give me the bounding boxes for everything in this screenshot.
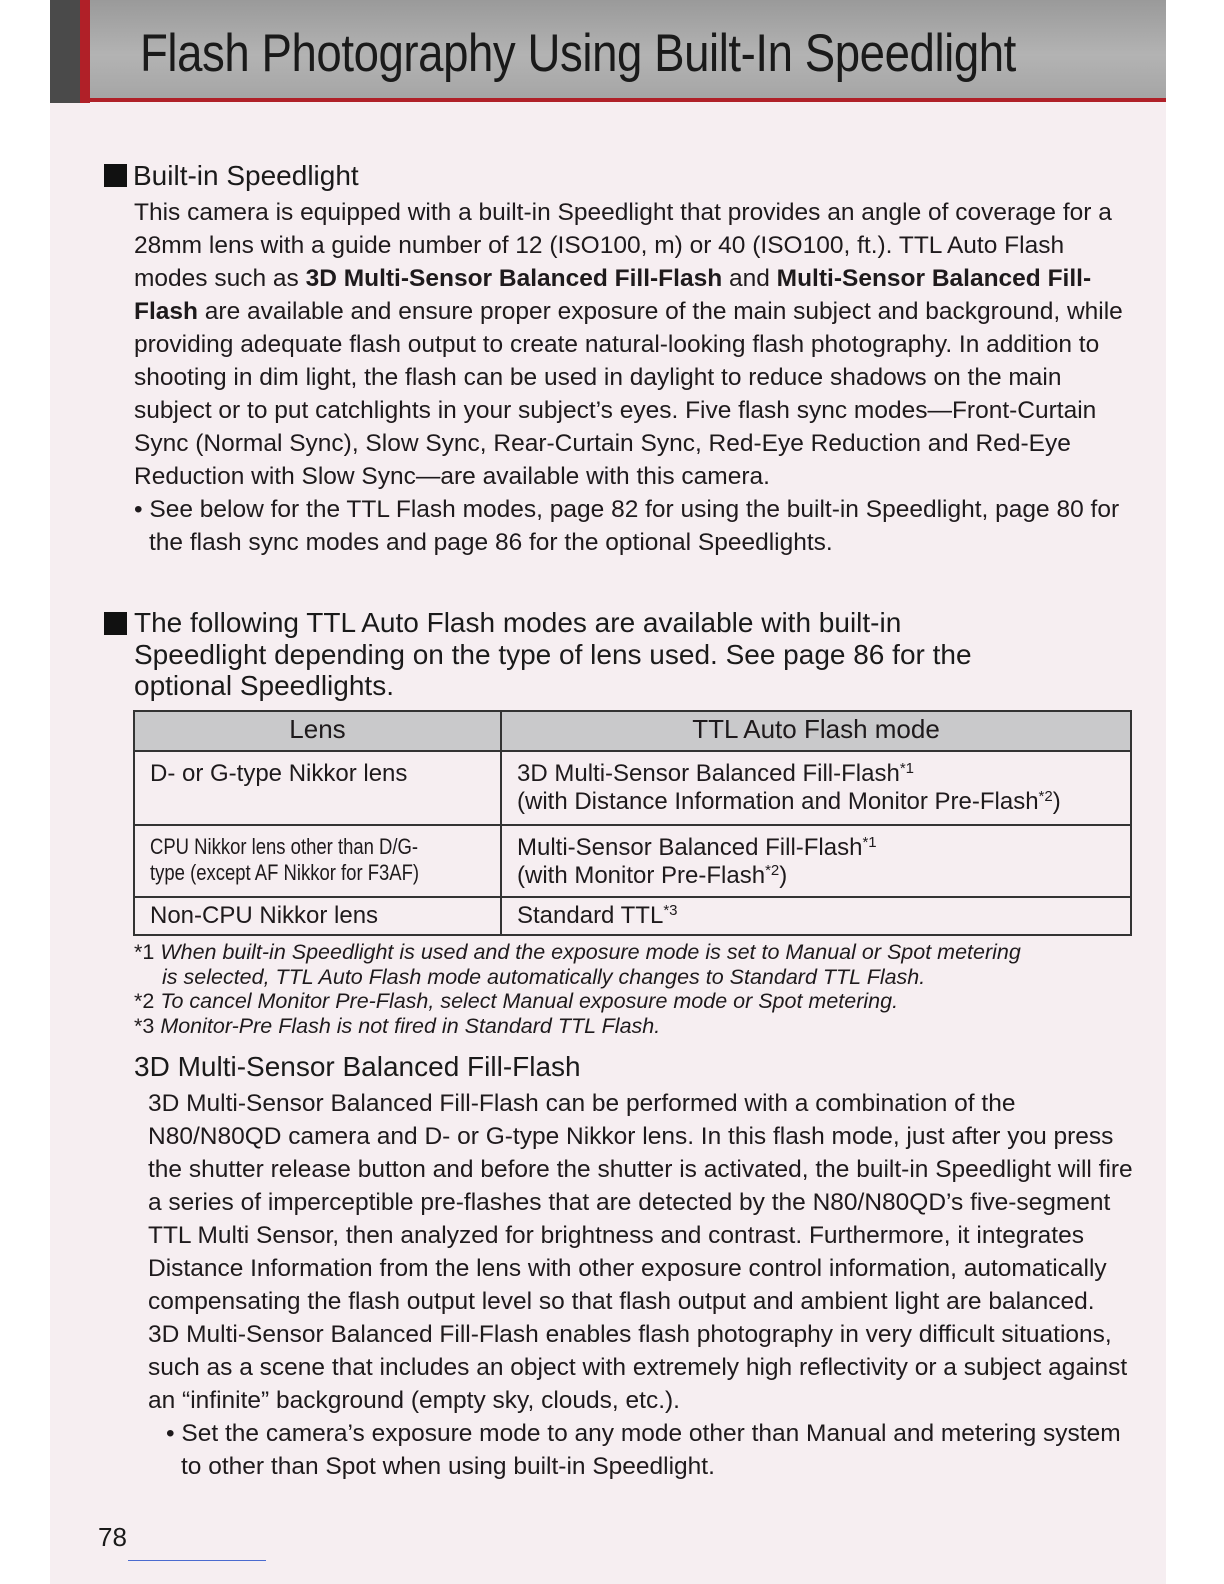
- link-underline-decoration: [128, 1560, 266, 1561]
- bold-term-3d: 3D Multi-Sensor Balanced Fill-Flash: [305, 265, 723, 292]
- table-row: [134, 825, 1131, 897]
- header-accent-red: [80, 0, 90, 103]
- bullet-text: See below for the TTL Flash modes, page 82 for using the built-in Speedlight, page 80 for the flash sync modes and page 86 for the optional Speedlights.: [149, 496, 1120, 556]
- mode-text: ): [1052, 788, 1061, 815]
- square-bullet-icon: [104, 612, 127, 635]
- footnote: [134, 989, 1021, 1014]
- section1-body: [134, 196, 1134, 559]
- footnote-ref: *2: [765, 862, 780, 879]
- section3-body: [148, 1087, 1138, 1483]
- section-heading-text: Built-in Speedlight: [133, 160, 359, 191]
- lens-line: type (except AF Nikkor for F3AF): [150, 860, 420, 885]
- mode-text: Multi-Sensor Balanced Fill-Flash: [517, 834, 863, 861]
- section3-paragraph: 3D Multi-Sensor Balanced Fill-Flash enables flash photography in very difficult situations, such as a scene that includes an object with extremely high reflectivity or a subject against an “infinite” background (empty sky, clouds, etc.).: [148, 1321, 1128, 1414]
- heading-line: optional Speedlights.: [134, 670, 394, 701]
- footnote: [134, 940, 1021, 965]
- text-run: are available and ensure proper exposure of the main subject and background, while providing adequate flash output to create natural-looking flash photography. In addition to shooting in dim light, the flash can be used in daylight to reduce shadows on the main subject or to put catchlights in your subject’s eyes. Five flash sync modes—Front-Curtain Sync (Normal Sync), Slow Sync, Rear-Curtain Sync, Red-Eye Reduction and Red-Eye Reduction with Slow Sync—are available with this camera.: [134, 298, 1123, 490]
- footnote-text: is selected, TTL Auto Flash mode automatically changes to Standard TTL Flash.: [162, 964, 926, 989]
- heading-line: The following TTL Auto Flash modes are available with built-in: [134, 607, 902, 638]
- footnote-ref: *3: [663, 902, 678, 919]
- text-run: This camera is equipped with a built-in Speedlight that provides an angle of coverage for a 28mm lens with a guide number of 12 (ISO100, m) or 40 (ISO100, ft.). TTL Auto Flash modes such as: [134, 199, 1112, 292]
- header-rule: [80, 98, 1166, 102]
- text-run: and: [722, 265, 777, 292]
- bold-term-ms: Multi-Sensor Balanced Fill-Flash: [134, 265, 1092, 325]
- footnote-text: To cancel Monitor Pre-Flash, select Manual exposure mode or Spot metering.: [160, 989, 899, 1013]
- lens-text: D- or G-type Nikkor lens: [150, 760, 408, 787]
- footnote-text: Monitor-Pre Flash is not fired in Standard TTL Flash.: [160, 1013, 661, 1038]
- section3-paragraph: 3D Multi-Sensor Balanced Fill-Flash can be performed with a combination of the N80/N80QD camera and D- or G-type Nikkor lens. In this flash mode, just after you press the shutter release button and before the shutter is activated, the built-in Speedlight will fire a series of imperceptible pre-flashes that are detected by the N80/N80QD’s five-segment TTL Multi Sensor, then analyzed for brightness and contrast. Furthermore, it integrates Distance Information from the lens with other exposure control information, automatically compensating the flash output level so that flash output and ambient light are balanced.: [148, 1090, 1133, 1315]
- footnote-ref: *2: [1038, 788, 1053, 805]
- lens-cell: [134, 751, 501, 825]
- footnote-mark: *1: [134, 940, 155, 964]
- lens-text: [150, 834, 419, 886]
- footnote-mark: *2: [134, 989, 155, 1013]
- mode-text: Standard TTL: [517, 902, 664, 929]
- footnote-text: When built-in Speedlight is used and the exposure mode is set to Manual or Spot metering: [160, 940, 1021, 964]
- mode-cell: [501, 751, 1131, 825]
- page-number: 78: [98, 1522, 127, 1552]
- lens-cell: [134, 825, 501, 897]
- mode-cell: [501, 825, 1131, 897]
- lens-cell: [134, 897, 501, 935]
- footnote-mark: *3: [134, 1013, 155, 1038]
- square-bullet-icon: [104, 164, 127, 187]
- bullet-text: Set the camera’s exposure mode to any mode other than Manual and metering system to other than Spot when using built-in Speedlight.: [181, 1420, 1121, 1480]
- page-title: Flash Photography Using Built-In Speedlight: [140, 24, 1016, 83]
- section-heading-built-in: [104, 160, 359, 192]
- mode-cell: [501, 897, 1131, 935]
- subsection-heading: 3D Multi-Sensor Balanced Fill-Flash: [134, 1051, 581, 1082]
- section1-paragraph: [134, 196, 1134, 493]
- lens-line: CPU Nikkor lens other than D/G-: [150, 834, 419, 859]
- section3-bullet: • Set the camera’s exposure mode to any mode other than Manual and metering system to other than Spot when using built-in Speedlight.: [166, 1420, 1121, 1480]
- heading-line: Speedlight depending on the type of lens used. See page 86 for the: [134, 638, 972, 670]
- mode-text: ): [779, 862, 788, 889]
- column-header-mode: TTL Auto Flash mode: [501, 711, 1131, 751]
- table-row: [134, 751, 1131, 825]
- section1-bullet: • See below for the TTL Flash modes, page 82 for using the built-in Speedlight, page 80 for the flash sync modes and page 86 for the optional Speedlights.: [134, 496, 1120, 556]
- column-header-lens: Lens: [134, 711, 501, 751]
- section2-heading: [134, 607, 972, 702]
- header-accent-dark: [50, 0, 80, 103]
- flash-mode-table: [133, 710, 1132, 936]
- footnote-ref: *1: [899, 760, 914, 777]
- table-row: [134, 897, 1131, 935]
- mode-text: (with Monitor Pre-Flash: [517, 862, 766, 889]
- mode-text: (with Distance Information and Monitor Pre-Flash: [517, 788, 1039, 815]
- mode-text: 3D Multi-Sensor Balanced Fill-Flash: [517, 760, 900, 787]
- table-header-row: [134, 711, 1131, 751]
- lens-text: Non-CPU Nikkor lens: [150, 902, 379, 929]
- footnote: [134, 1014, 1021, 1039]
- footnotes: [134, 940, 1021, 1038]
- footnote-continuation: [134, 965, 1021, 990]
- footnote-ref: *1: [862, 834, 877, 851]
